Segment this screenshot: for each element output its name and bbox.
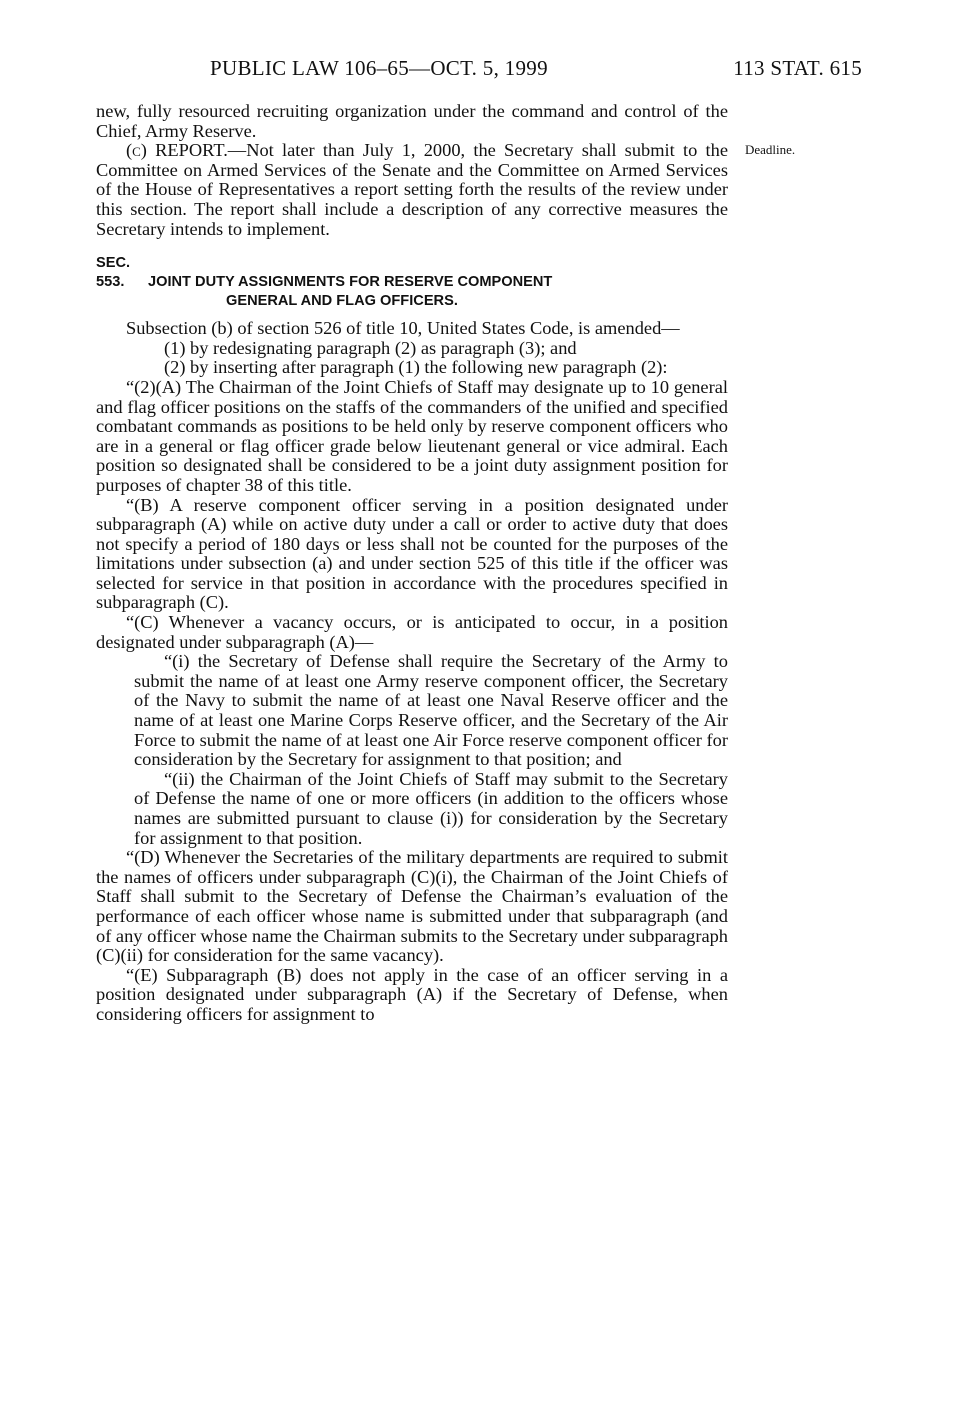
- paragraph-2D: “(D) Whenever the Secretaries of the military departments are required to submit the names of officers under subparagraph (C)(i), the Chairman of the Joint Chiefs of Staff shall submit to the Secretary of Defense the Chairman’s evaluation of the performance of each officer whose name is submitted under that subparagraph (and of any officer whose name the Chairman submits to the Secretary under subparagraph (C)(ii) for consideration for the same vacancy).: [96, 847, 728, 966]
- section-title-line-1: JOINT DUTY ASSIGNMENTS FOR RESERVE COMPONENT: [148, 274, 553, 291]
- paragraph-2A: “(2)(A) The Chairman of the Joint Chiefs of Staff may designate up to 10 general and flag officer positions on the staffs of the commanders of the unified and specified combatant commands as positions to be held only by reserve component officers who are in a general or flag officer grade below lieutenant general or vice admiral. Each position so designated shall be considered to be a joint duty assignment position for purposes of chapter 38 of this title.: [96, 376, 728, 495]
- paragraph-intro: Subsection (b) of section 526 of title 10, United States Code, is amended—: [126, 318, 680, 339]
- paragraph-clause-i: “(i) the Secretary of Defense shall require the Secretary of the Army to submit the name of at least one Army reserve component officer, the Secretary of the Navy to submit the name of at least one Naval Reserve officer and the name of at least one Marine Corps Reserve officer, and the Secretary of the Air Force to submit the name of at least one Air Force reserve component officer for consideration by the Secretary for assignment to that position; and: [134, 651, 728, 770]
- paragraph-2B: “(B) A reserve component officer serving in a position designated under subparagraph (A) while on active duty under a call or order to active duty that does not specify a period of 180 days or less shall not be counted for the purposes of the limitations under subsection (a) and under section 525 of this title if the officer was selected for service in that position in accordance with the procedures specified in subparagraph (C).: [96, 494, 728, 613]
- section-title-line-2: GENERAL AND FLAG OFFICERS.: [226, 293, 458, 310]
- running-head: [210, 56, 862, 86]
- paragraph-clause-ii: “(ii) the Chairman of the Joint Chiefs of Staff may submit to the Secretary of Defense the name of one or more officers (in addition to the officers whose names are submitted pursuant to clause (i)) for consideration by the Secretary for assignment to that position.: [134, 768, 728, 848]
- body-text: [96, 102, 728, 1025]
- paragraph-item-2: (2) by inserting after paragraph (1) the following new paragraph (2):: [164, 357, 668, 378]
- paragraph-report: [96, 141, 728, 239]
- report-text: —Not later than July 1, 2000, the Secretary shall submit to the Committee on Armed Services of the Senate and the Committee on Armed Services of the House of Representatives a report setting forth the results of the review under this section. The report shall include a description of any corrective measures the Secretary intends to implement.: [96, 140, 728, 239]
- running-head-citation: PUBLIC LAW 106–65—OCT. 5, 1999: [210, 56, 548, 80]
- section-heading: [96, 254, 728, 311]
- report-heading: (c) REPORT.: [126, 140, 228, 161]
- running-head-stat-page: 113 STAT. 615: [733, 56, 862, 80]
- margin-note-deadline: Deadline.: [745, 142, 796, 157]
- paragraph-item-1: (1) by redesignating paragraph (2) as paragraph (3); and: [164, 337, 577, 358]
- paragraph-continuation: new, fully resourced recruiting organization under the command and control of the Chief, Army Reserve.: [96, 101, 728, 141]
- paragraph-2E: “(E) Subparagraph (B) does not apply in the case of an officer serving in a position designated under subparagraph (A) if the Secretary of Defense, when considering officers for assignment to: [96, 964, 728, 1024]
- section-number: SEC. 553.: [96, 255, 131, 291]
- paragraph-2C: “(C) Whenever a vacancy occurs, or is anticipated to occur, in a position designated under subparagraph (A)—: [96, 612, 728, 652]
